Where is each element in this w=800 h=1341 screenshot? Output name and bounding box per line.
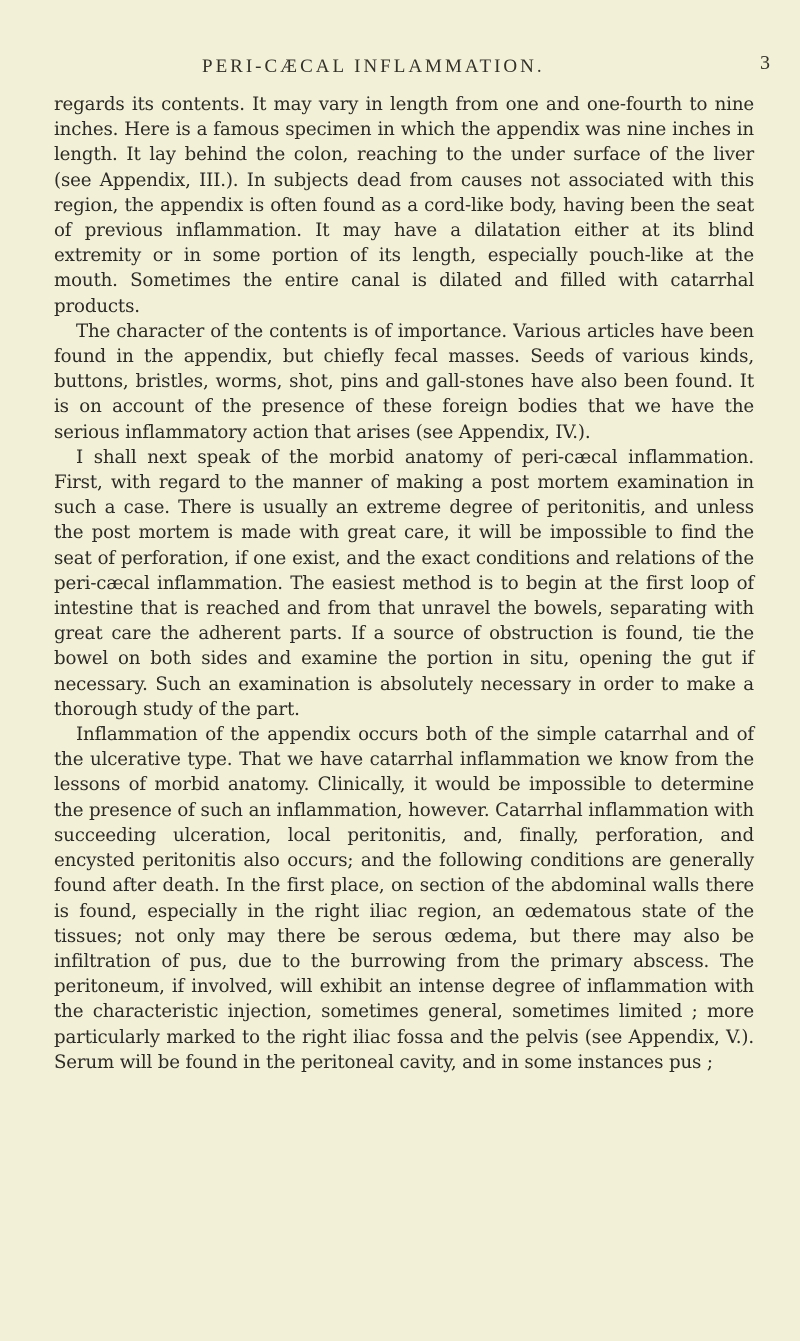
paragraph-inflammation-types: Inflammation of the appendix occurs both of the simple catarrhal and of the ulcerative type. That we have catarrhal inflammation we know from the lessons of morbid anatomy. Clinically, it would be impossible to determine the presence of such an inflammation, however. Catarrhal inflammation with succeeding ulceration, local peritonitis, and, finally, perforation, and encysted peritonitis also occurs; and the following conditions are generally found after death. In the first place, on section of the abdominal walls there is found, especially in the right iliac region, an œdematous state of the tissues; not only may there be serous œdema, but there may also be infiltration of pus, due to the burrowing from the primary abscess. The peritoneum, if involved, will exhibit an intense degree of inflammation with the characteristic injection, sometimes general, sometimes limited ; more particularly marked to the right iliac fossa and the pelvis (see Appendix, V.). Serum will be found in the peritoneal cavity, and in some instances pus ; [54, 724, 754, 1073]
paragraph-appendix-contents: The character of the contents is of importance. Various articles have been found in the appendix, but chiefly fecal masses. Seeds of various kinds, buttons, bristles, worms, shot, pins and gall-stones have also been found. It is on account of the presence of these foreign bodies that we have the serious inflammatory action that arises (see Appendix, IV.). [54, 320, 754, 443]
running-header [0, 52, 800, 88]
paragraph-appendix-length: regards its contents. It may vary in length from one and one-fourth to nine inches. Here is a famous specimen in which the appendix was nine inches in length. It lay behind the colon, reaching to the under surface of the liver (see Appendix, III.). In subjects dead from causes not associated with this region, the appendix is often found as a cord-like body, having been the seat of previous inflammation. It may have a dilatation either at its blind extremity or in some portion of its length, especially pouch-like at the mouth. Sometimes the entire canal is dilated and filled with catarrhal products. [54, 94, 754, 317]
page-number: 3 [760, 52, 770, 74]
paragraph-morbid-anatomy: I shall next speak of the morbid anatomy of peri-cæcal inflammation. First, with regard to the manner of making a post mortem examination in such a case. There is usually an extreme degree of peritonitis, and unless the post mortem is made with great care, it will be impossible to find the seat of perforation, if one exist, and the exact conditions and relations of the peri-cæcal inflammation. The easiest method is to begin at the first loop of intestine that is reached and from that unravel the bowels, separating with great care the adherent parts. If a source of obstruction is found, tie the bowel on both sides and examine the portion in situ, opening the gut if necessary. Such an examination is absolutely necessary in order to make a thorough study of the part. [54, 446, 754, 720]
running-title: PERI-CÆCAL INFLAMMATION. [202, 56, 545, 77]
body-text [54, 92, 754, 1075]
